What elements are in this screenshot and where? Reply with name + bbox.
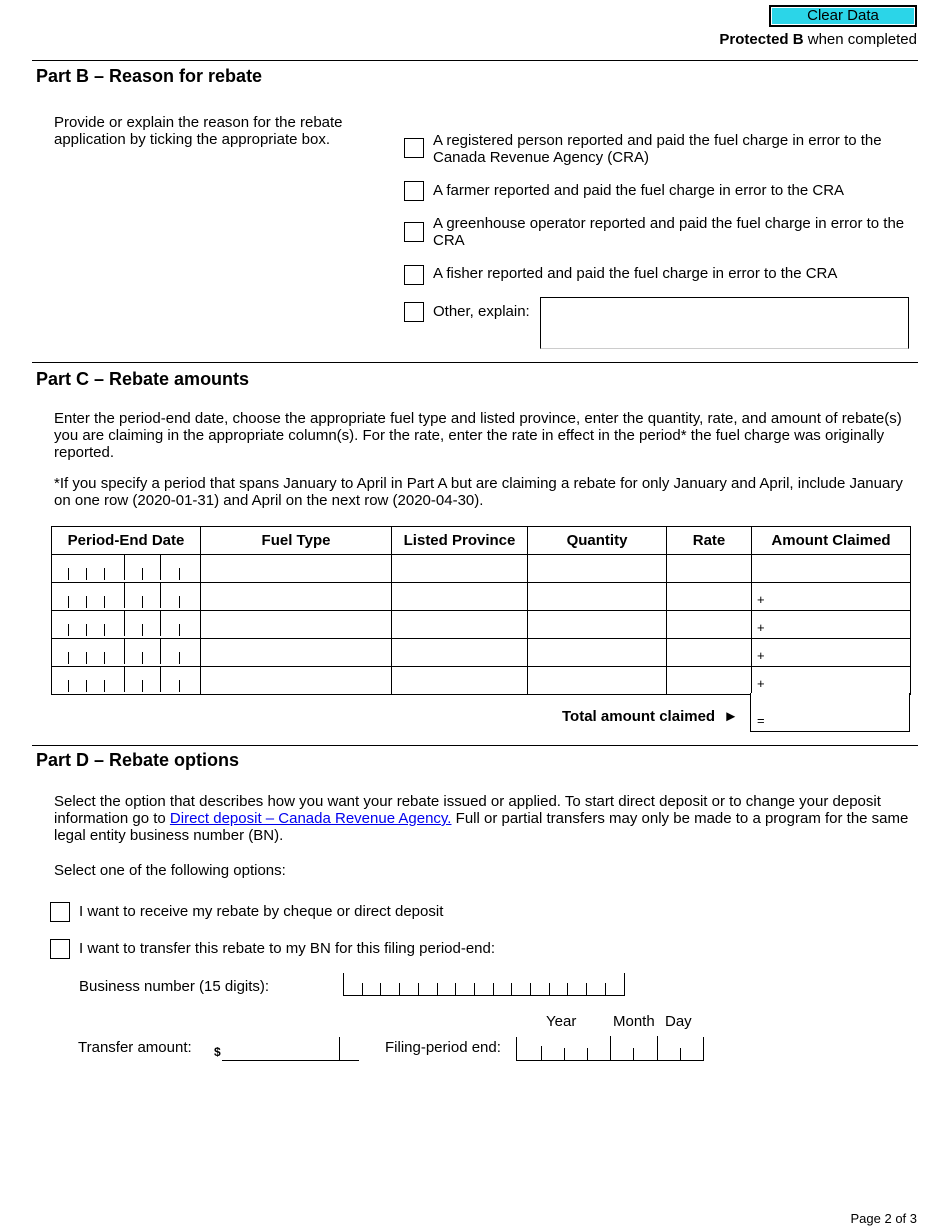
reason-farmer-label: A farmer reported and paid the fuel charge in error to the CRA	[433, 182, 845, 199]
bn-comb-tick	[530, 983, 531, 995]
date-comb-tick	[104, 596, 105, 608]
date-comb-tick	[179, 680, 180, 692]
amount-claimed-input[interactable]: +	[752, 639, 911, 667]
date-comb-tick	[86, 624, 87, 636]
col-rate: Rate	[667, 527, 752, 555]
bn-comb-tick	[380, 983, 381, 995]
day-label: Day	[665, 1013, 692, 1030]
cheque-option-checkbox[interactable]	[50, 902, 70, 922]
reason-greenhouse-label: A greenhouse operator reported and paid the fuel charge in error to the CRA	[433, 215, 905, 249]
part-d-title: Part D – Rebate options	[36, 750, 240, 770]
quantity-input[interactable]	[528, 639, 667, 667]
listed-province-input[interactable]	[392, 583, 528, 611]
rate-input[interactable]	[667, 639, 752, 667]
filing-period-end-input[interactable]	[516, 1037, 704, 1061]
bn-comb-tick	[343, 973, 344, 995]
quantity-input[interactable]	[528, 667, 667, 695]
date-comb-tick	[68, 568, 69, 580]
date-comb-tick	[179, 596, 180, 608]
fuel-type-input[interactable]	[201, 667, 392, 695]
date-comb-tick	[104, 652, 105, 664]
year-label: Year	[546, 1013, 577, 1030]
amount-claimed-input[interactable]: +	[752, 611, 911, 639]
col-amount-claimed: Amount Claimed	[752, 527, 911, 555]
rate-input[interactable]	[667, 583, 752, 611]
other-explain-input[interactable]	[540, 297, 909, 349]
part-c-footnote: *If you specify a period that spans January to April in Part A but are claiming a rebate for only January and April, include January on one row (2020-01-31) and April on the next row (2020-04-30).	[54, 475, 903, 509]
date-comb-tick	[160, 554, 161, 580]
date-comb-tick	[68, 652, 69, 664]
cheque-option-label: I want to receive my rebate by cheque or direct deposit	[79, 903, 444, 920]
col-listed-province: Listed Province	[392, 527, 528, 555]
page-number: Page 2 of 3	[850, 1211, 917, 1226]
listed-province-input[interactable]	[392, 555, 528, 583]
fuel-type-input[interactable]	[201, 639, 392, 667]
quantity-input[interactable]	[528, 583, 667, 611]
col-fuel-type: Fuel Type	[201, 527, 392, 555]
bn-comb-tick	[586, 983, 587, 995]
part-c-title: Part C – Rebate amounts	[36, 369, 250, 389]
reason-fisher-checkbox[interactable]	[404, 265, 424, 285]
reason-other-label: Other, explain:	[433, 303, 530, 320]
date-comb-tick	[104, 624, 105, 636]
period-end-date-input[interactable]	[52, 583, 201, 611]
bn-comb-tick	[511, 983, 512, 995]
filing-period-comb-tick	[633, 1048, 634, 1060]
fuel-type-input[interactable]	[201, 611, 392, 639]
total-amount-claimed-input[interactable]: =	[750, 693, 910, 732]
date-comb-tick	[86, 652, 87, 664]
bn-comb-tick	[399, 983, 400, 995]
divider-part-d	[32, 745, 918, 746]
amount-claimed-input[interactable]: +	[752, 583, 911, 611]
transfer-amount-label: Transfer amount:	[78, 1039, 192, 1056]
fuel-type-input[interactable]	[201, 555, 392, 583]
quantity-input[interactable]	[528, 555, 667, 583]
date-comb-tick	[86, 680, 87, 692]
direct-deposit-link[interactable]: Direct deposit – Canada Revenue Agency.	[169, 810, 452, 827]
listed-province-input[interactable]	[392, 611, 528, 639]
col-period-end-date: Period-End Date	[52, 527, 201, 555]
filing-period-comb-tick	[680, 1048, 681, 1060]
date-comb-tick	[160, 638, 161, 664]
date-comb-tick	[160, 610, 161, 636]
table-row	[52, 667, 911, 695]
part-b-title: Part B – Reason for rebate	[36, 66, 263, 86]
table-row	[52, 555, 911, 583]
listed-province-input[interactable]	[392, 667, 528, 695]
protected-b-notice: Protected B when completed	[719, 31, 917, 48]
bn-comb-tick	[567, 983, 568, 995]
table-row	[52, 611, 911, 639]
rate-input[interactable]	[667, 667, 752, 695]
date-comb-tick	[179, 624, 180, 636]
transfer-amount-cents-divider	[339, 1037, 340, 1061]
part-d-instructions: Select the option that describes how you want your rebate issued or applied. To start direct deposit or to change your deposit information go to Direct deposit – Canada Revenue Agency. Full or partial transfers may only be made to a program for the same legal entity business number (BN).	[54, 793, 909, 844]
bn-comb-tick	[624, 973, 625, 995]
date-comb-tick	[104, 680, 105, 692]
date-comb-tick	[142, 568, 143, 580]
col-quantity: Quantity	[528, 527, 667, 555]
bn-comb-tick	[362, 983, 363, 995]
amount-claimed-input[interactable]	[752, 555, 911, 583]
filing-period-comb-tick	[587, 1048, 588, 1060]
filing-period-comb-tick	[657, 1036, 658, 1060]
part-c-instructions: Enter the period-end date, choose the appropriate fuel type and listed province, enter the quantity, rate, and amount of rebate(s) you are claiming in the appropriate column(s). For the rate, enter the rate in effect in the period* the fuel charge was originally reported.	[54, 410, 902, 461]
filing-period-comb-tick	[541, 1046, 542, 1060]
divider-part-c	[32, 362, 918, 363]
bn-comb-tick	[493, 983, 494, 995]
divider-part-b	[32, 60, 918, 61]
period-end-date-input[interactable]	[52, 611, 201, 639]
date-comb-tick	[142, 652, 143, 664]
date-comb-tick	[86, 596, 87, 608]
period-end-date-input[interactable]	[52, 555, 201, 583]
date-comb-tick	[142, 596, 143, 608]
filing-period-comb-tick	[564, 1048, 565, 1060]
reason-other-checkbox[interactable]	[404, 302, 424, 322]
clear-data-button[interactable]: Clear Data	[769, 5, 917, 27]
transfer-option-label: I want to transfer this rebate to my BN for this filing period-end:	[79, 940, 496, 957]
reason-farmer-checkbox[interactable]	[404, 181, 424, 201]
date-comb-tick	[86, 568, 87, 580]
bn-comb-tick	[455, 983, 456, 995]
table-row	[52, 639, 911, 667]
date-comb-tick	[68, 624, 69, 636]
date-comb-tick	[124, 638, 125, 664]
total-arrow-icon: ►	[723, 708, 739, 725]
part-b-instruction: Provide or explain the reason for the rebate application by ticking the appropriate box.	[54, 114, 343, 148]
listed-province-input[interactable]	[392, 639, 528, 667]
date-comb-tick	[104, 568, 105, 580]
transfer-option-checkbox[interactable]	[50, 939, 70, 959]
reason-registered-label: A registered person reported and paid the fuel charge in error to the Canada Revenue Agency (CRA)	[433, 132, 882, 166]
date-comb-tick	[179, 568, 180, 580]
bn-comb-tick	[437, 983, 438, 995]
date-comb-tick	[68, 680, 69, 692]
currency-symbol: $	[214, 1045, 221, 1059]
date-comb-tick	[179, 652, 180, 664]
filing-period-end-label: Filing-period end:	[385, 1039, 501, 1056]
business-number-label: Business number (15 digits):	[79, 978, 270, 995]
date-comb-tick	[68, 596, 69, 608]
date-comb-tick	[160, 666, 161, 692]
date-comb-tick	[124, 666, 125, 692]
bn-comb-tick	[549, 983, 550, 995]
fuel-type-input[interactable]	[201, 583, 392, 611]
period-end-date-input[interactable]	[52, 639, 201, 667]
rebate-amounts-table	[51, 526, 911, 695]
table-row	[52, 583, 911, 611]
date-comb-tick	[124, 582, 125, 608]
date-comb-tick	[124, 610, 125, 636]
reason-greenhouse-checkbox[interactable]	[404, 222, 424, 242]
bn-comb-tick	[605, 983, 606, 995]
rate-input[interactable]	[667, 555, 752, 583]
reason-registered-checkbox[interactable]	[404, 138, 424, 158]
date-comb-tick	[124, 554, 125, 580]
select-prompt: Select one of the following options:	[54, 862, 286, 879]
total-amount-claimed-label: Total amount claimed ►	[562, 708, 739, 725]
date-comb-tick	[160, 582, 161, 608]
period-end-date-input[interactable]	[52, 667, 201, 695]
rate-input[interactable]	[667, 611, 752, 639]
amount-claimed-input[interactable]: +	[752, 667, 911, 695]
quantity-input[interactable]	[528, 611, 667, 639]
date-comb-tick	[142, 680, 143, 692]
bn-comb-tick	[418, 983, 419, 995]
filing-period-comb-tick	[610, 1036, 611, 1060]
bn-comb-tick	[474, 983, 475, 995]
date-comb-tick	[142, 624, 143, 636]
reason-fisher-label: A fisher reported and paid the fuel charge in error to the CRA	[433, 265, 838, 282]
business-number-input[interactable]	[343, 973, 625, 996]
month-label: Month	[613, 1013, 655, 1030]
